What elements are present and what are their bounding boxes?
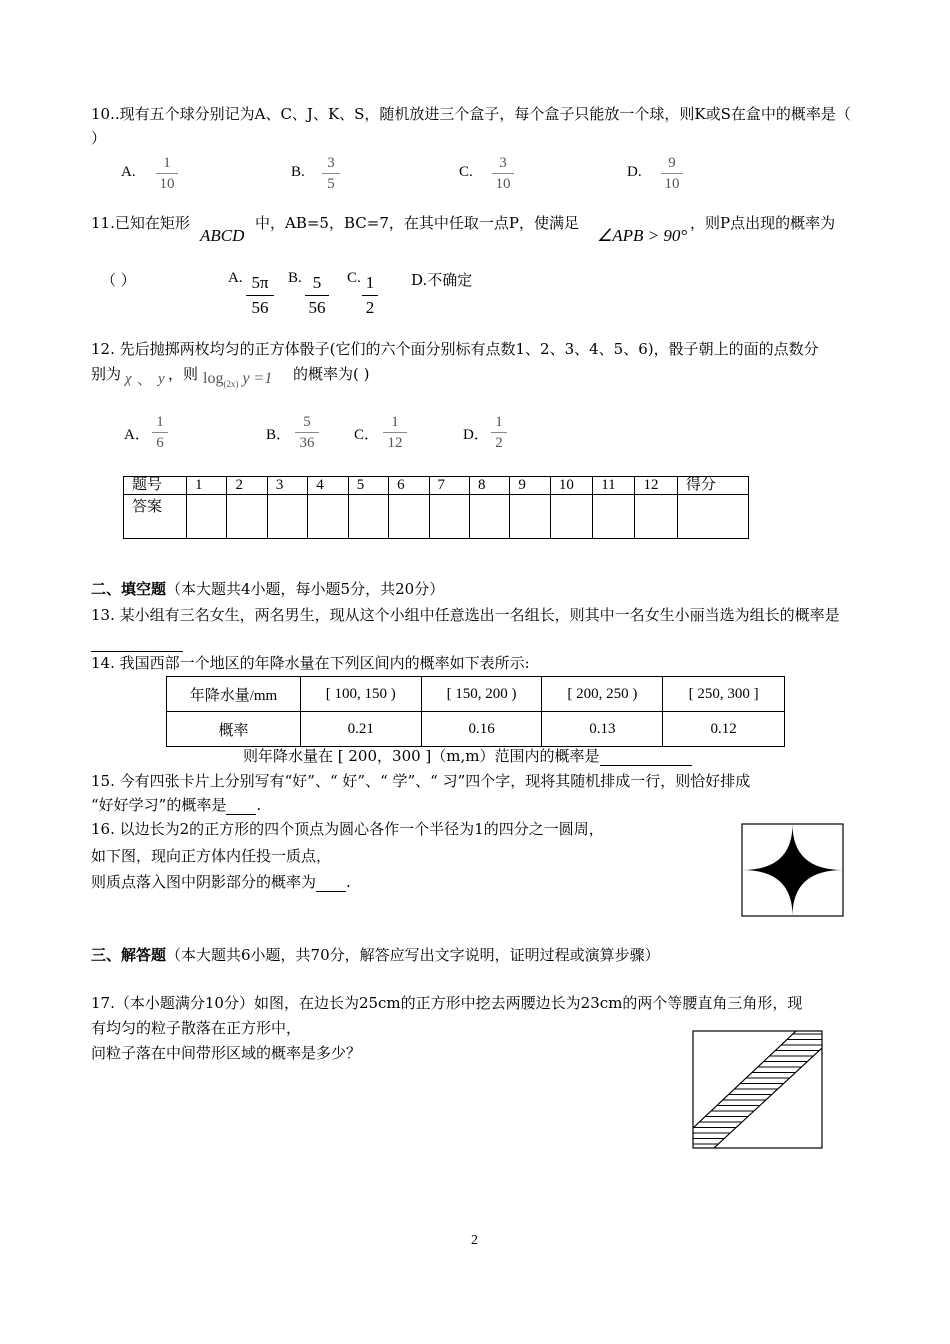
q15-blank[interactable] xyxy=(226,796,256,815)
question-number-cell: 6 xyxy=(389,477,429,495)
q17-hatched-band xyxy=(692,1034,825,1150)
fraction-numerator: 5 xyxy=(312,273,322,292)
q11-option-label[interactable]: B. xyxy=(288,270,302,286)
fraction-bar xyxy=(295,432,319,433)
rainfall-value-row xyxy=(167,712,785,747)
q11-option-fraction xyxy=(305,272,329,319)
fraction-denominator: 10 xyxy=(495,176,511,192)
fraction-numerator: 9 xyxy=(668,155,676,171)
q10-option-label[interactable]: D. xyxy=(627,164,642,180)
q12-x: χ xyxy=(125,371,132,387)
q11-prefix: 11.已知在矩形 xyxy=(91,214,190,232)
q12-option-label[interactable]: A． xyxy=(124,427,150,443)
q14-after xyxy=(243,745,692,766)
q13-text xyxy=(91,603,861,652)
q10-text: 10..现有五个球分别记为A、C、J、K、S，随机放进三个盒子，每个盒子只能放一个球，则K或S在盒中的概率是（ ） xyxy=(91,105,851,147)
answer-table xyxy=(123,476,749,539)
rainfall-probability: 0.12 xyxy=(663,712,785,747)
q13-blank[interactable] xyxy=(91,627,183,652)
q16-figure xyxy=(741,823,845,918)
fraction-numerator: 1 xyxy=(365,273,375,292)
q12-log-base: (2x) xyxy=(223,379,239,390)
fraction-numerator: 3 xyxy=(327,155,335,171)
q11-option-label[interactable]: A. xyxy=(228,270,243,286)
q12-line1: 12. 先后抛掷两枚均匀的正方体骰子(它们的六个面分别标有点数1、2、3、4、5、6)，骰子朝上的面的点数分 xyxy=(91,340,819,358)
fraction-denominator: 56 xyxy=(251,298,269,317)
fraction-bar xyxy=(661,173,683,174)
q12-option-fraction xyxy=(383,413,407,452)
rainfall-probability: 0.16 xyxy=(421,712,542,747)
question-number-cell: 10 xyxy=(550,477,592,495)
q17-figure xyxy=(692,1030,825,1152)
section2-note: （本大题共4小题，每小题5分，共20分） xyxy=(166,580,445,598)
q12-log-arg: y =1 xyxy=(242,370,273,387)
q12-option-label[interactable]: C． xyxy=(354,427,380,443)
answer-cell[interactable] xyxy=(429,495,469,539)
q17-band-edge-upper xyxy=(693,1031,796,1128)
q13-body: 13. 某小组有三名女生，两名男生，现从这个小组中任意选出一名组长，则其中一名女生小丽当选为组长的概率是 xyxy=(91,606,840,624)
q17-band-outline xyxy=(693,1031,822,1148)
q12-suffix: 的概率为( ) xyxy=(293,365,370,383)
fraction-bar xyxy=(362,295,378,296)
q10-option-fraction xyxy=(492,154,514,193)
answer-cell[interactable] xyxy=(348,495,388,539)
answer-cell[interactable] xyxy=(635,495,677,539)
q14-blank[interactable] xyxy=(600,747,692,766)
q14-text: 14. 我国西部一个地区的年降水量在下列区间内的概率如下表所示: xyxy=(91,654,530,672)
answer-table-answer-row xyxy=(124,495,749,539)
answer-header-label: 题号 xyxy=(124,477,187,495)
q16-line2: 如下图，现向正方体内任投一质点， xyxy=(91,847,332,865)
q11-angle: ∠APB > 90° xyxy=(597,226,688,245)
question-number-cell: 9 xyxy=(510,477,550,495)
q17-square xyxy=(693,1031,822,1148)
fraction-denominator: 2 xyxy=(495,435,503,451)
rainfall-interval: [ 150, 200 ) xyxy=(421,677,542,712)
section3-heading xyxy=(91,944,660,965)
q11-option-fraction xyxy=(246,272,274,319)
rainfall-header-row xyxy=(167,677,785,712)
rainfall-probability: 0.13 xyxy=(542,712,663,747)
question-number-cell: 8 xyxy=(469,477,509,495)
q17-line2: 有均匀的粒子散落在正方形中， xyxy=(91,1019,302,1037)
fraction-denominator: 10 xyxy=(159,176,175,192)
q12-then: ，则 xyxy=(168,365,199,383)
q12-option-label[interactable]: B． xyxy=(266,427,292,443)
q10-option-fraction xyxy=(156,154,178,193)
fraction-denominator: 5 xyxy=(327,176,335,192)
q17-band-edge-lower xyxy=(714,1048,822,1148)
q10-option-label[interactable]: C. xyxy=(459,164,473,180)
rainfall-interval: [ 100, 150 ) xyxy=(300,677,421,712)
q12-log xyxy=(203,370,272,389)
q12-line2-prefix: 别为 xyxy=(91,365,122,383)
fraction-bar xyxy=(305,295,329,296)
q11-option-label[interactable]: C. xyxy=(347,270,361,286)
q15-line1: 15. 今有四张卡片上分别写有“好”、“ 好”、“ 学”、“ 习”四个字，现将其随机排成一行，则恰好排成 xyxy=(91,772,751,790)
q16-line3 xyxy=(91,871,351,892)
q12-sep: 、 xyxy=(137,370,153,388)
q11-option-d: D.不确定 xyxy=(411,271,473,289)
q11-option-fraction xyxy=(362,272,378,319)
fraction-bar xyxy=(383,432,407,433)
answer-cell[interactable] xyxy=(227,495,267,539)
rainfall-header-label: 年降水量/mm xyxy=(167,677,301,712)
q11-suffix: ，则P点出现的概率为 xyxy=(690,214,836,232)
answer-cell[interactable] xyxy=(469,495,509,539)
fraction-bar xyxy=(156,173,178,174)
q12-log-word: log xyxy=(203,370,224,387)
q10-option-label[interactable]: B. xyxy=(291,164,305,180)
fraction-denominator: 12 xyxy=(387,435,403,451)
question-number-cell: 5 xyxy=(348,477,388,495)
fraction-numerator: 5π xyxy=(251,273,269,292)
rainfall-table xyxy=(166,676,785,747)
answer-cell[interactable] xyxy=(187,495,227,539)
q12-option-fraction xyxy=(491,413,507,452)
q15-line2-text: “好好学习”的概率是 xyxy=(91,796,227,814)
section2-title: 二、填空题 xyxy=(91,580,167,598)
question-number-cell: 4 xyxy=(308,477,348,495)
answer-cell[interactable] xyxy=(550,495,592,539)
section3-note: （本大题共6小题，共70分，解答应写出文字说明，证明过程或演算步骤） xyxy=(166,946,660,964)
q12-y: y xyxy=(158,371,165,387)
q10-option-fraction xyxy=(661,154,683,193)
q12-option-fraction xyxy=(295,413,319,452)
rainfall-interval: [ 200, 250 ) xyxy=(542,677,663,712)
q16-blank[interactable] xyxy=(316,873,346,892)
rainfall-probability: 0.21 xyxy=(300,712,421,747)
fraction-bar xyxy=(492,173,514,174)
fraction-bar xyxy=(152,432,168,433)
rainfall-interval: [ 250, 300 ] xyxy=(663,677,785,712)
fraction-numerator: 1 xyxy=(156,414,164,430)
answer-cell[interactable] xyxy=(267,495,307,539)
fraction-numerator: 5 xyxy=(303,414,311,430)
section3-title: 三、解答题 xyxy=(91,946,167,964)
question-number-cell: 1 xyxy=(187,477,227,495)
fraction-numerator: 1 xyxy=(391,414,399,430)
question-number-cell: 7 xyxy=(429,477,469,495)
question-number-cell: 2 xyxy=(227,477,267,495)
page-number: 2 xyxy=(471,1233,478,1248)
fraction-numerator: 1 xyxy=(163,155,171,171)
answer-cell[interactable] xyxy=(389,495,429,539)
q10-option-label[interactable]: A. xyxy=(121,164,136,180)
answer-table-header-row xyxy=(124,477,749,495)
q15-end: . xyxy=(256,796,262,814)
q11-paren: （ ） xyxy=(101,271,136,289)
answer-cell[interactable] xyxy=(510,495,550,539)
score-header: 得分 xyxy=(677,477,748,495)
fraction-denominator: 2 xyxy=(365,298,375,317)
q16-shaded-region xyxy=(742,824,843,916)
q12-option-label[interactable]: D． xyxy=(463,427,489,443)
fraction-numerator: 3 xyxy=(499,155,507,171)
q15-line2 xyxy=(91,794,261,815)
question-number-cell: 12 xyxy=(635,477,677,495)
fraction-bar xyxy=(322,173,340,174)
rainfall-row-label: 概率 xyxy=(167,712,301,747)
q16-line1: 16. 以边长为2的正方形的四个顶点为圆心各作一个半径为1的四分之一圆周， xyxy=(91,820,604,838)
q11-line xyxy=(91,212,190,233)
answer-cell[interactable] xyxy=(593,495,635,539)
q12-option-fraction xyxy=(152,413,168,452)
q10-option-fraction xyxy=(322,154,340,193)
q16-line3-text: 则质点落入图中阴影部分的概率为 xyxy=(91,873,317,891)
fraction-bar xyxy=(246,295,274,296)
q16-end: . xyxy=(346,873,351,891)
q14-after-text: 则年降水量在 [ 200，300 ]（m,m）范围内的概率是 xyxy=(243,747,600,765)
answer-row-label: 答案 xyxy=(124,495,187,539)
q11-middle: 中，AB=5，BC=7，在其中任取一点P，使满足 xyxy=(255,214,579,232)
fraction-numerator: 1 xyxy=(495,414,503,430)
fraction-bar xyxy=(491,432,507,433)
answer-cell[interactable] xyxy=(308,495,348,539)
fraction-denominator: 56 xyxy=(308,298,326,317)
q17-line1: 17.（本小题满分10分）如图，在边长为25cm的正方形中挖去两腰边长为23cm的两个等腰直角三角形，现 xyxy=(91,994,803,1012)
score-cell[interactable] xyxy=(677,495,748,539)
q11-rect: ABCD xyxy=(200,226,245,245)
question-number-cell: 11 xyxy=(593,477,635,495)
fraction-denominator: 10 xyxy=(664,176,680,192)
question-number-cell: 3 xyxy=(267,477,307,495)
section2-heading xyxy=(91,578,444,599)
fraction-denominator: 36 xyxy=(299,435,315,451)
q17-line3: 问粒子落在中间带形区域的概率是多少？ xyxy=(91,1044,362,1062)
fraction-denominator: 6 xyxy=(156,435,164,451)
